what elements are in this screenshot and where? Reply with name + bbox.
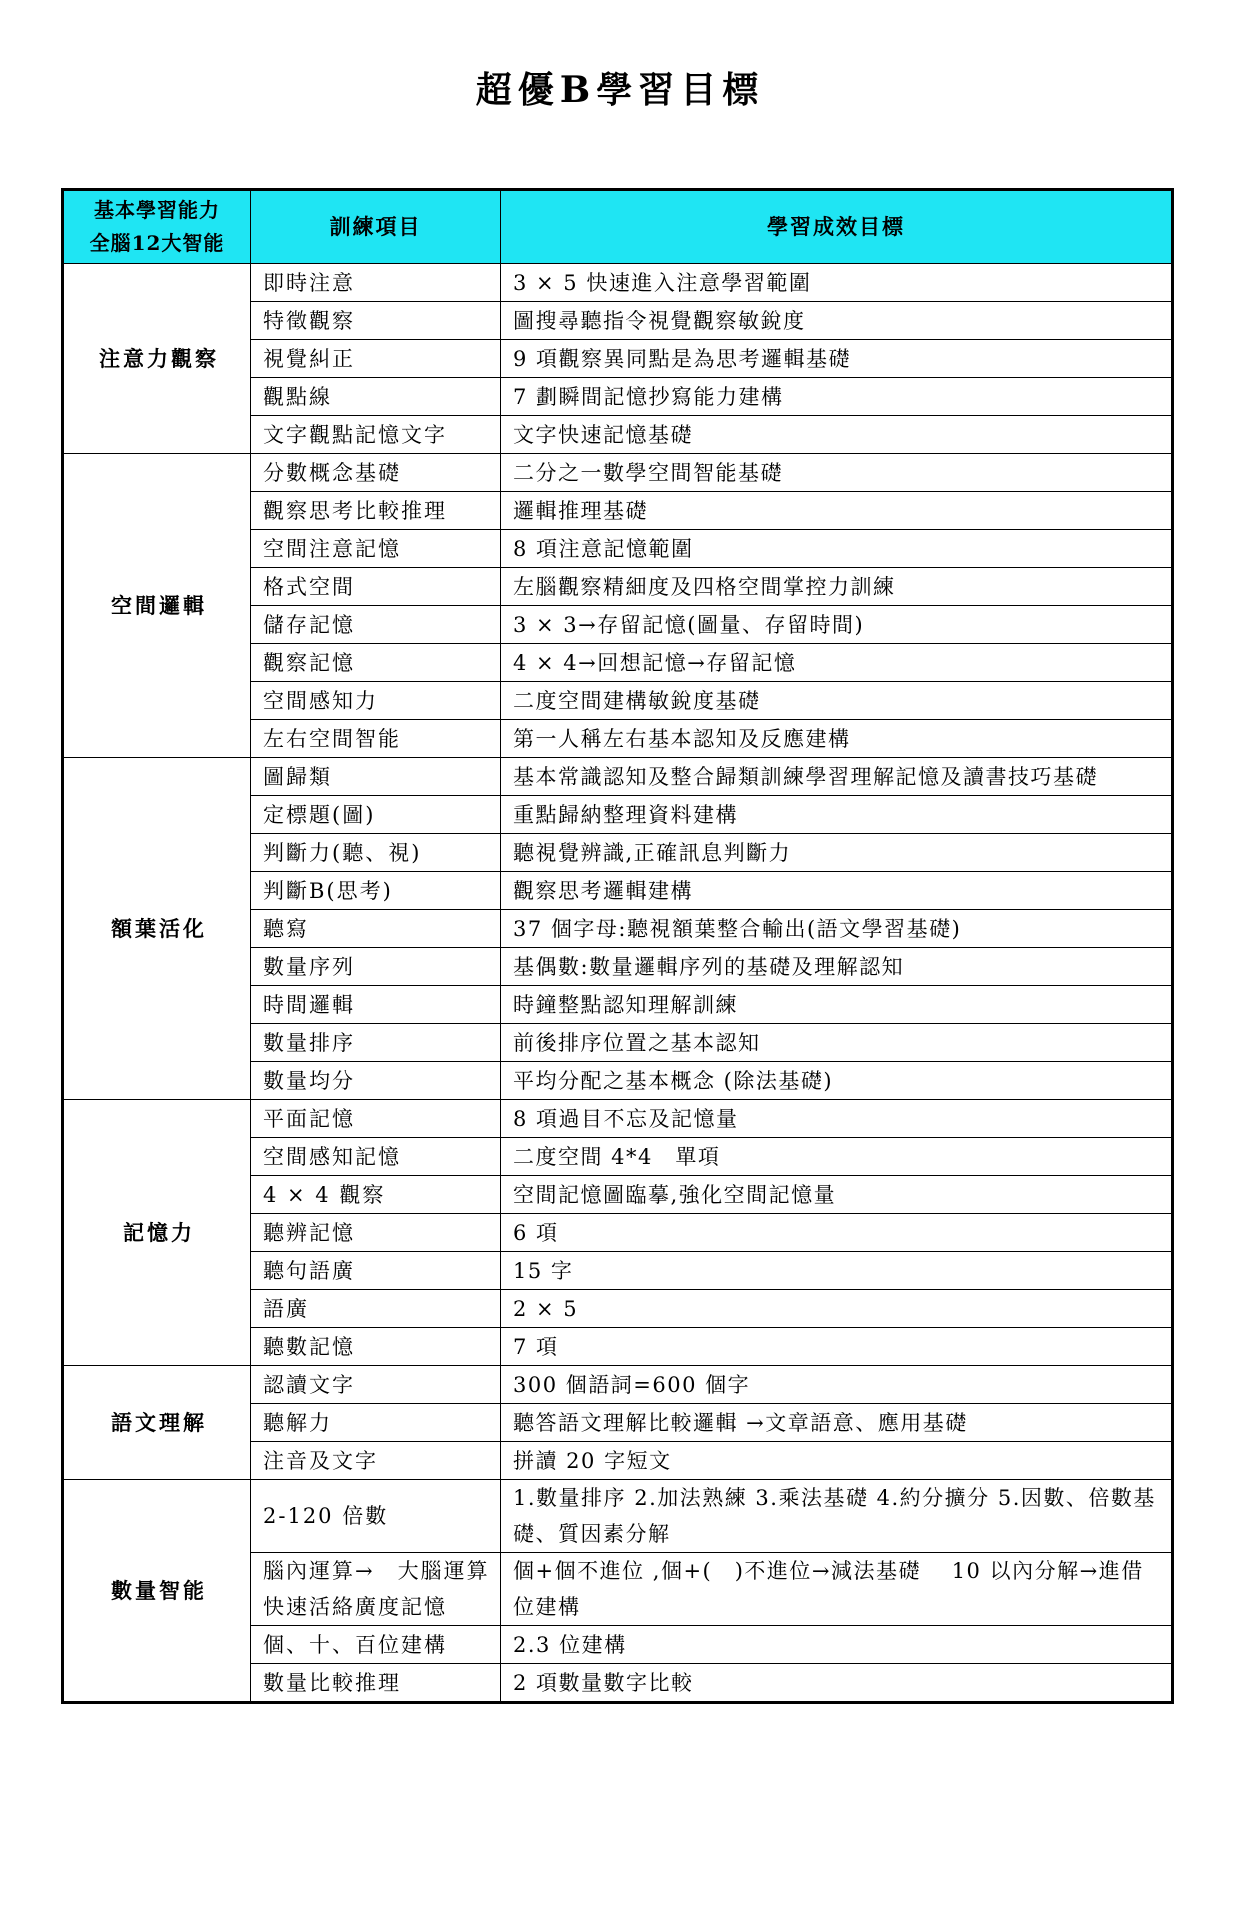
training-item-cell: 數量比較推理 (251, 1664, 501, 1703)
learning-goal-cell: 7 劃瞬間記憶抄寫能力建構 (501, 378, 1173, 416)
learning-goal-cell: 9 項觀察異同點是為思考邏輯基礎 (501, 340, 1173, 378)
training-item-cell: 特徵觀察 (251, 302, 501, 340)
category-cell: 語文理解 (63, 1366, 251, 1480)
learning-goal-cell: 2 × 5 (501, 1290, 1173, 1328)
learning-goal-cell: 7 項 (501, 1328, 1173, 1366)
training-item-cell: 文字觀點記憶文字 (251, 416, 501, 454)
training-item-cell: 4 × 4 觀察 (251, 1176, 501, 1214)
training-item-cell: 注音及文字 (251, 1442, 501, 1480)
training-item-cell: 視覺糾正 (251, 340, 501, 378)
learning-goal-cell: 觀察思考邏輯建構 (501, 872, 1173, 910)
training-item-cell: 認讀文字 (251, 1366, 501, 1404)
training-item-cell: 數量序列 (251, 948, 501, 986)
training-item-cell: 空間感知記憶 (251, 1138, 501, 1176)
training-item-cell: 平面記憶 (251, 1100, 501, 1138)
learning-goal-cell: 6 項 (501, 1214, 1173, 1252)
category-cell: 注意力觀察 (63, 264, 251, 454)
category-cell: 額葉活化 (63, 758, 251, 1100)
training-item-cell: 語廣 (251, 1290, 501, 1328)
learning-goal-cell: 聽視覺辨識,正確訊息判斷力 (501, 834, 1173, 872)
learning-goal-cell: 300 個語詞=600 個字 (501, 1366, 1173, 1404)
header-goal: 學習成效目標 (501, 190, 1173, 264)
training-item-cell: 個、十、百位建構 (251, 1626, 501, 1664)
learning-goal-cell: 拼讀 20 字短文 (501, 1442, 1173, 1480)
learning-goal-cell: 左腦觀察精細度及四格空間掌控力訓練 (501, 568, 1173, 606)
learning-goal-cell: 2 項數量數字比較 (501, 1664, 1173, 1703)
training-item-cell: 空間注意記憶 (251, 530, 501, 568)
training-item-cell: 聽句語廣 (251, 1252, 501, 1290)
training-item-cell: 聽辨記憶 (251, 1214, 501, 1252)
learning-goal-cell: 37 個字母:聽視額葉整合輸出(語文學習基礎) (501, 910, 1173, 948)
learning-goal-cell: 邏輯推理基礎 (501, 492, 1173, 530)
learning-goal-cell: 二度空間 4*4 單項 (501, 1138, 1173, 1176)
learning-goal-cell: 8 項過目不忘及記憶量 (501, 1100, 1173, 1138)
learning-goal-cell: 8 項注意記憶範圍 (501, 530, 1173, 568)
training-item-cell: 觀察記憶 (251, 644, 501, 682)
training-item-cell: 觀察思考比較推理 (251, 492, 501, 530)
learning-goal-cell: 基偶數:數量邏輯序列的基礎及理解認知 (501, 948, 1173, 986)
training-item-cell: 格式空間 (251, 568, 501, 606)
table-row (63, 1480, 1173, 1553)
learning-goals-table (61, 188, 1174, 1704)
table-row (63, 1366, 1173, 1404)
table-row (63, 758, 1173, 796)
learning-goal-cell: 前後排序位置之基本認知 (501, 1024, 1173, 1062)
training-item-cell: 空間感知力 (251, 682, 501, 720)
training-item-cell: 數量均分 (251, 1062, 501, 1100)
learning-goal-cell: 聽答語文理解比較邏輯 →文章語意、應用基礎 (501, 1404, 1173, 1442)
learning-goal-cell: 空間記憶圖臨摹,強化空間記憶量 (501, 1176, 1173, 1214)
training-item-cell: 觀點線 (251, 378, 501, 416)
table-header-row (63, 190, 1173, 264)
learning-goal-cell: 二度空間建構敏銳度基礎 (501, 682, 1173, 720)
learning-goal-cell: 基本常識認知及整合歸類訓練學習理解記憶及讀書技巧基礎 (501, 758, 1173, 796)
header-ability-line2: 全腦12大智能 (89, 231, 225, 255)
training-item-cell: 時間邏輯 (251, 986, 501, 1024)
header-ability-line1: 基本學習能力 (94, 198, 220, 222)
training-item-cell: 判斷B(思考) (251, 872, 501, 910)
category-cell: 空間邏輯 (63, 454, 251, 758)
training-item-cell: 圖歸類 (251, 758, 501, 796)
header-ability (63, 190, 251, 264)
learning-goal-cell: 第一人稱左右基本認知及反應建構 (501, 720, 1173, 758)
training-item-cell: 聽解力 (251, 1404, 501, 1442)
learning-goal-cell: 時鐘整點認知理解訓練 (501, 986, 1173, 1024)
table-row (63, 454, 1173, 492)
table-row (63, 1100, 1173, 1138)
training-item-cell: 即時注意 (251, 264, 501, 302)
training-item-cell: 聽數記憶 (251, 1328, 501, 1366)
training-item-cell: 腦內運算→ 大腦運算快速活絡廣度記憶 (251, 1553, 501, 1626)
training-item-cell: 分數概念基礎 (251, 454, 501, 492)
table-body (63, 264, 1173, 1703)
learning-goal-cell: 個+個不進位 ,個+( )不進位→減法基礎 10 以內分解→進借位建構 (501, 1553, 1173, 1626)
learning-goal-cell: 3 × 3→存留記憶(圖量、存留時間) (501, 606, 1173, 644)
learning-goal-cell: 4 × 4→回想記憶→存留記憶 (501, 644, 1173, 682)
learning-goal-cell: 圖搜尋聽指令視覺觀察敏銳度 (501, 302, 1173, 340)
learning-goal-cell: 3 × 5 快速進入注意學習範圍 (501, 264, 1173, 302)
header-item: 訓練項目 (251, 190, 501, 264)
learning-goal-cell: 文字快速記憶基礎 (501, 416, 1173, 454)
learning-goal-cell: 2.3 位建構 (501, 1626, 1173, 1664)
training-item-cell: 聽寫 (251, 910, 501, 948)
page-title: 超優B學習目標 (475, 69, 765, 111)
table-row (63, 264, 1173, 302)
learning-goal-cell: 15 字 (501, 1252, 1173, 1290)
training-item-cell: 左右空間智能 (251, 720, 501, 758)
learning-goal-cell: 重點歸納整理資料建構 (501, 796, 1173, 834)
training-item-cell: 2-120 倍數 (251, 1480, 501, 1553)
category-cell: 記憶力 (63, 1100, 251, 1366)
training-item-cell: 判斷力(聽、視) (251, 834, 501, 872)
training-item-cell: 儲存記憶 (251, 606, 501, 644)
training-item-cell: 數量排序 (251, 1024, 501, 1062)
learning-goal-cell: 二分之一數學空間智能基礎 (501, 454, 1173, 492)
learning-goal-cell: 平均分配之基本概念 (除法基礎) (501, 1062, 1173, 1100)
training-item-cell: 定標題(圖) (251, 796, 501, 834)
learning-goal-cell: 1.數量排序 2.加法熟練 3.乘法基礎 4.約分擴分 5.因數、倍數基礎、質因素分解 (501, 1480, 1173, 1553)
category-cell: 數量智能 (63, 1480, 251, 1703)
